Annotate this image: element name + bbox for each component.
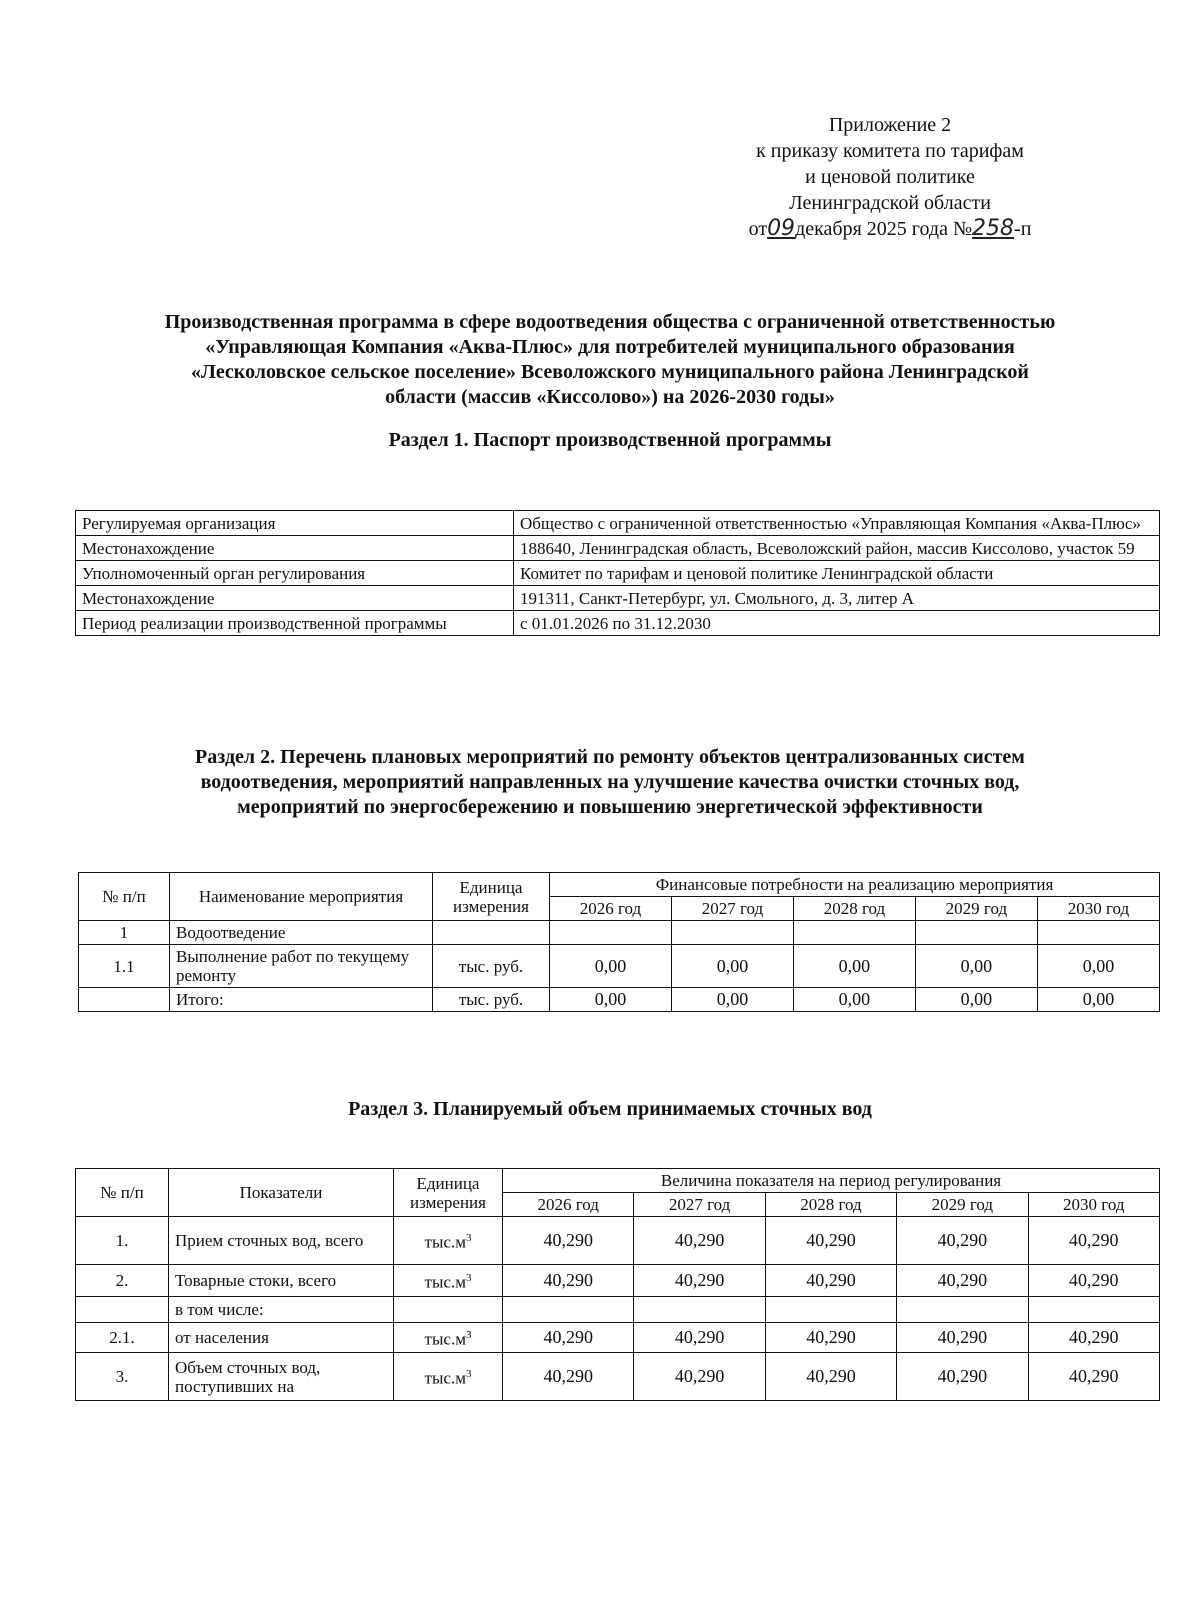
section2-heading-line: водоотведения, мероприятий направленных на улучшение качества очистки сточных вод,	[200, 771, 1020, 793]
value-cell: 40,290	[503, 1265, 634, 1297]
unit-exponent: 3	[465, 1232, 472, 1245]
appendix-header	[700, 112, 1080, 242]
table-row	[79, 945, 1160, 988]
col-header-number: № п/п	[79, 873, 170, 921]
appendix-committee: и ценовой политике	[805, 166, 975, 188]
value-cell: 0,00	[793, 945, 915, 988]
col-header-indicator: Показатели	[169, 1169, 394, 1217]
unit-cell: тыс. руб.	[433, 988, 550, 1012]
value-cell: 0,00	[1037, 945, 1159, 988]
year-header: 2030 год	[1037, 897, 1159, 921]
unit-cell	[433, 921, 550, 945]
passport-value: Общество с ограниченной ответственностью «Управляющая Компания «Аква-Плюс»	[514, 511, 1160, 536]
col-header-indicator-value: Величина показателя на период регулирования	[503, 1169, 1160, 1193]
date-prefix: от	[748, 218, 768, 240]
value-cell: 40,290	[897, 1217, 1028, 1265]
row-number: 3.	[76, 1353, 169, 1401]
value-cell	[897, 1297, 1028, 1323]
program-title-line: Производственная программа в сфере водоотведения общества с ограниченной ответственностью	[164, 311, 1056, 333]
passport-value: 188640, Ленинградская область, Всеволожский район, массив Киссолово, участок 59	[514, 536, 1160, 561]
value-cell: 40,290	[634, 1217, 765, 1265]
date-rest: декабря 2025 года №	[795, 218, 973, 240]
value-cell: 0,00	[915, 988, 1037, 1012]
indicator-name: Товарные стоки, всего	[169, 1265, 394, 1297]
value-cell: 0,00	[550, 945, 672, 988]
row-number: 2.	[76, 1265, 169, 1297]
row-number: 1	[79, 921, 170, 945]
table-row	[79, 921, 1160, 945]
measure-name: Выполнение работ по текущему ремонту	[170, 945, 433, 988]
value-cell: 0,00	[793, 988, 915, 1012]
value-cell: 40,290	[503, 1353, 634, 1401]
value-cell: 40,290	[1028, 1217, 1159, 1265]
year-header: 2027 год	[671, 897, 793, 921]
passport-row	[76, 611, 1160, 636]
row-number: 1.1	[79, 945, 170, 988]
table-row	[79, 988, 1160, 1012]
handwritten-order-number: 258	[972, 216, 1015, 241]
value-cell: 0,00	[915, 945, 1037, 988]
value-cell: 40,290	[765, 1323, 896, 1353]
passport-label: Уполномоченный орган регулирования	[76, 561, 514, 586]
passport-row	[76, 511, 1160, 536]
section3-heading: Раздел 3. Планируемый объем принимаемых сточных вод	[348, 1098, 872, 1120]
section2-heading	[70, 745, 1150, 820]
value-cell	[503, 1297, 634, 1323]
value-cell: 40,290	[897, 1323, 1028, 1353]
value-cell: 0,00	[671, 988, 793, 1012]
passport-value: с 01.01.2026 по 31.12.2030	[514, 611, 1160, 636]
appendix-title: Приложение 2	[828, 114, 952, 136]
indicator-name: Объем сточных вод, поступивших на	[169, 1353, 394, 1401]
unit-cell	[394, 1297, 503, 1323]
handwritten-day: 09	[767, 216, 796, 241]
value-cell: 40,290	[897, 1353, 1028, 1401]
year-header: 2027 год	[634, 1193, 765, 1217]
table-row	[76, 1353, 1160, 1401]
value-cell: 40,290	[503, 1217, 634, 1265]
measure-name: Итого:	[170, 988, 433, 1012]
col-header-number: № п/п	[76, 1169, 169, 1217]
value-cell	[1037, 921, 1159, 945]
value-cell	[671, 921, 793, 945]
unit-cell	[394, 1353, 503, 1401]
year-header: 2030 год	[1028, 1193, 1159, 1217]
value-cell: 40,290	[634, 1323, 765, 1353]
value-cell	[915, 921, 1037, 945]
year-header: 2026 год	[550, 897, 672, 921]
program-title	[70, 310, 1150, 410]
section1-heading: Раздел 1. Паспорт производственной программы	[388, 429, 832, 451]
unit-exponent: 3	[465, 1368, 472, 1381]
table-row	[76, 1297, 1160, 1323]
value-cell: 40,290	[503, 1323, 634, 1353]
value-cell: 40,290	[765, 1265, 896, 1297]
value-cell: 40,290	[634, 1265, 765, 1297]
wastewater-volume-table	[75, 1168, 1160, 1401]
appendix-order-ref: к приказу комитета по тарифам	[756, 140, 1024, 162]
unit-text: тыс.м	[424, 1329, 466, 1349]
unit-cell	[394, 1217, 503, 1265]
year-header: 2029 год	[897, 1193, 1028, 1217]
value-cell	[634, 1297, 765, 1323]
passport-label: Местонахождение	[76, 536, 514, 561]
passport-table	[75, 510, 1160, 636]
value-cell: 0,00	[671, 945, 793, 988]
measures-table	[78, 872, 1160, 1012]
value-cell: 40,290	[765, 1217, 896, 1265]
unit-text: тыс.м	[424, 1272, 466, 1292]
row-number: 2.1.	[76, 1323, 169, 1353]
year-header: 2028 год	[765, 1193, 896, 1217]
value-cell: 40,290	[634, 1353, 765, 1401]
section2-heading-line: Раздел 2. Перечень плановых мероприятий по ремонту объектов централизованных систем	[195, 746, 1025, 768]
measure-name: Водоотведение	[170, 921, 433, 945]
indicator-name: от населения	[169, 1323, 394, 1353]
value-cell	[793, 921, 915, 945]
indicator-name: в том числе:	[169, 1297, 394, 1323]
table-row	[76, 1265, 1160, 1297]
value-cell: 0,00	[1037, 988, 1159, 1012]
value-cell	[1028, 1297, 1159, 1323]
year-header: 2028 год	[793, 897, 915, 921]
unit-cell	[394, 1323, 503, 1353]
program-title-line: «Управляющая Компания «Аква-Плюс» для потребителей муниципального образования	[205, 336, 1015, 358]
unit-cell	[394, 1265, 503, 1297]
passport-row	[76, 536, 1160, 561]
value-cell: 0,00	[550, 988, 672, 1012]
value-cell: 40,290	[897, 1265, 1028, 1297]
unit-text: тыс.м	[424, 1232, 466, 1252]
value-cell: 40,290	[1028, 1323, 1159, 1353]
unit-text: тыс.м	[424, 1368, 466, 1388]
indicator-name: Прием сточных вод, всего	[169, 1217, 394, 1265]
section2-heading-line: мероприятий по энергосбережению и повышению энергетической эффективности	[237, 796, 983, 818]
unit-exponent: 3	[465, 1272, 472, 1285]
passport-label: Период реализации производственной программы	[76, 611, 514, 636]
value-cell: 40,290	[1028, 1265, 1159, 1297]
value-cell	[550, 921, 672, 945]
col-header-measure-name: Наименование мероприятия	[170, 873, 433, 921]
year-header: 2026 год	[503, 1193, 634, 1217]
value-cell: 40,290	[765, 1353, 896, 1401]
row-number: 1.	[76, 1217, 169, 1265]
program-title-line: области (массив «Киссолово») на 2026-2030 годы»	[385, 386, 835, 408]
appendix-date-line	[700, 216, 1080, 242]
passport-label: Местонахождение	[76, 586, 514, 611]
row-number	[76, 1297, 169, 1323]
passport-value: Комитет по тарифам и ценовой политике Ленинградской области	[514, 561, 1160, 586]
passport-label: Регулируемая организация	[76, 511, 514, 536]
row-number	[79, 988, 170, 1012]
table-row	[76, 1217, 1160, 1265]
order-suffix: -п	[1014, 218, 1032, 240]
col-header-unit: Единица измерения	[433, 873, 550, 921]
passport-row	[76, 561, 1160, 586]
passport-value: 191311, Санкт-Петербург, ул. Смольного, д. 3, литер А	[514, 586, 1160, 611]
passport-row	[76, 586, 1160, 611]
value-cell	[765, 1297, 896, 1323]
appendix-region: Ленинградской области	[789, 192, 991, 214]
year-header: 2029 год	[915, 897, 1037, 921]
col-header-financial-needs: Финансовые потребности на реализацию мероприятия	[550, 873, 1160, 897]
program-title-line: «Лесколовское сельское поселение» Всеволожского муниципального района Ленинградской	[191, 361, 1029, 383]
table-row	[76, 1323, 1160, 1353]
col-header-unit: Единица измерения	[394, 1169, 503, 1217]
value-cell: 40,290	[1028, 1353, 1159, 1401]
unit-exponent: 3	[465, 1329, 472, 1342]
unit-cell: тыс. руб.	[433, 945, 550, 988]
